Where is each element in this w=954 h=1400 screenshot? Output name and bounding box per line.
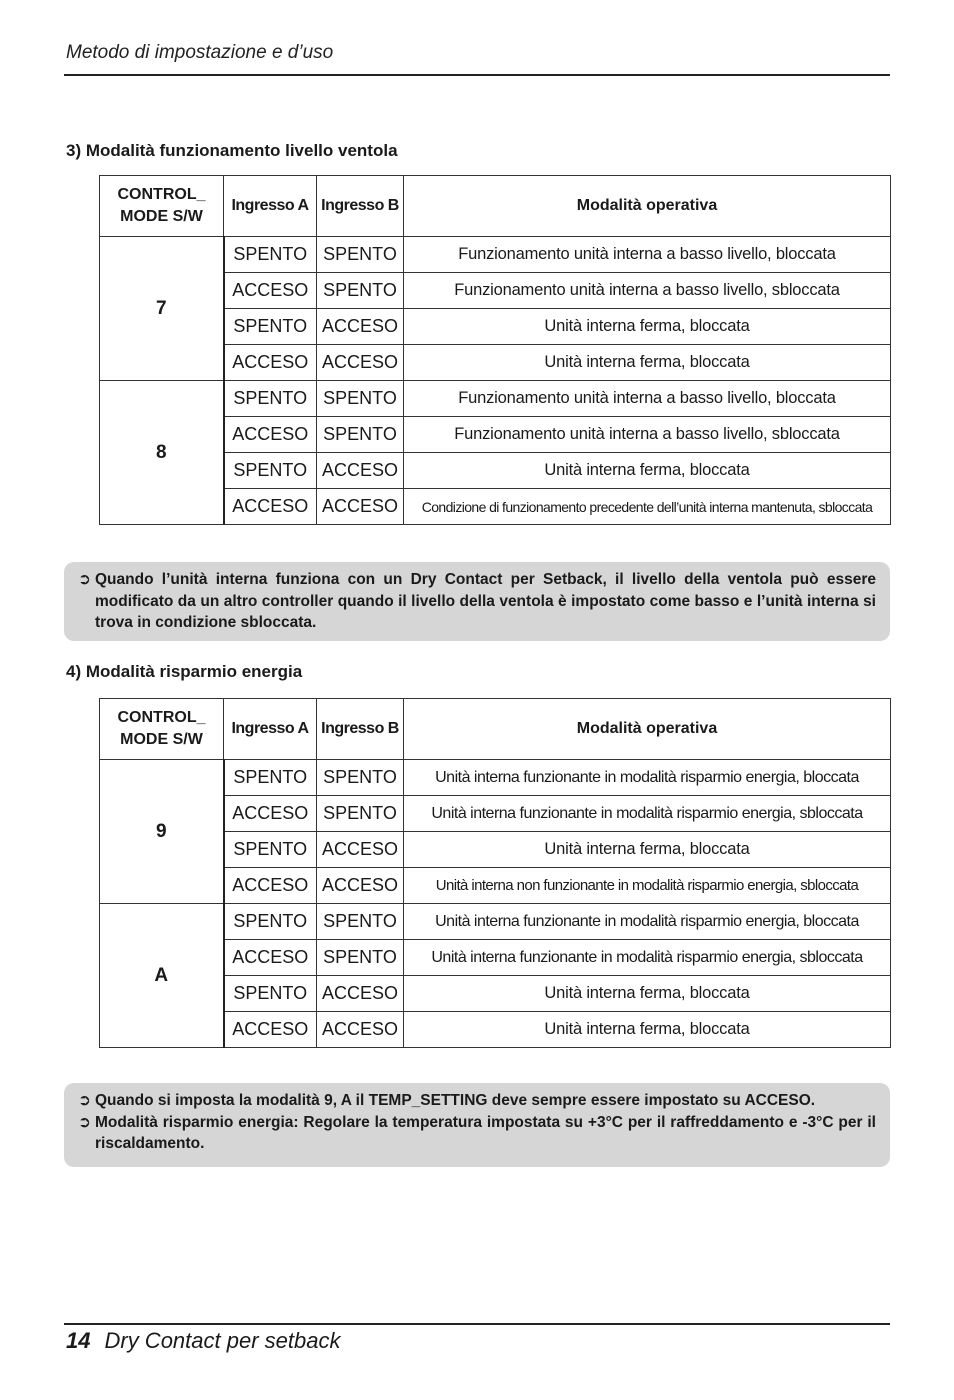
input-b-cell: ACCESO: [317, 309, 404, 345]
table-header-row: [100, 699, 891, 760]
input-a-cell: SPENTO: [224, 760, 317, 796]
note-line: [78, 1112, 876, 1155]
page-header-title: Metodo di impostazione e d’uso: [66, 42, 334, 63]
input-a-cell: ACCESO: [224, 417, 317, 453]
note-text: Quando si imposta la modalità 9, A il TEMP_SETTING deve sempre essere impostato su ACCESO.: [95, 1092, 816, 1109]
input-a-cell: SPENTO: [224, 832, 317, 868]
operating-mode-cell: Unità interna ferma, bloccata: [404, 976, 891, 1012]
operating-mode-cell: Funzionamento unità interna a basso livello, sbloccata: [404, 273, 891, 309]
mode-cell: 8: [100, 381, 224, 525]
input-b-cell: ACCESO: [317, 453, 404, 489]
table-header-row: [100, 176, 891, 237]
note-text: Modalità risparmio energia: Regolare la temperatura impostata su +3°C per il raffreddamento e -3°C per il riscaldamento.: [95, 1113, 876, 1152]
operating-mode-cell: Unità interna funzionante in modalità risparmio energia, bloccata: [404, 760, 891, 796]
table-row: [100, 381, 891, 417]
input-a-cell: ACCESO: [224, 940, 317, 976]
input-a-cell: SPENTO: [224, 904, 317, 940]
column-header-input-b: Ingresso B: [317, 176, 404, 237]
note-text: Quando l’unità interna funziona con un Dry Contact per Setback, il livello della ventola può essere modificato da un altro controller quando il livello della ventola è impostato come basso e l’unità interna si trova in condizione sbloccata.: [95, 571, 876, 631]
operating-mode-cell: Condizione di funzionamento precedente dell’unità interna mantenuta, sbloccata: [404, 489, 891, 525]
input-b-cell: SPENTO: [317, 760, 404, 796]
input-b-cell: SPENTO: [317, 940, 404, 976]
operating-mode-cell: Funzionamento unità interna a basso livello, bloccata: [404, 381, 891, 417]
mode-cell: 7: [100, 237, 224, 381]
input-b-cell: ACCESO: [317, 832, 404, 868]
input-a-cell: SPENTO: [224, 453, 317, 489]
input-a-cell: ACCESO: [224, 796, 317, 832]
section-3-title: 3) Modalità funzionamento livello ventola: [66, 141, 398, 160]
arrow-bullet-icon: ➲: [78, 571, 91, 588]
input-b-cell: ACCESO: [317, 1012, 404, 1048]
input-a-cell: SPENTO: [224, 309, 317, 345]
energy-saving-table: [99, 698, 891, 1048]
input-a-cell: ACCESO: [224, 489, 317, 525]
input-b-cell: SPENTO: [317, 237, 404, 273]
section-4-title: 4) Modalità risparmio energia: [66, 662, 303, 681]
column-header-control-mode: CONTROL_ MODE S/W: [100, 699, 224, 760]
input-b-cell: SPENTO: [317, 381, 404, 417]
input-a-cell: ACCESO: [224, 273, 317, 309]
page-number: 14: [66, 1328, 91, 1353]
operating-mode-cell: Unità interna ferma, bloccata: [404, 453, 891, 489]
input-a-cell: SPENTO: [224, 381, 317, 417]
operating-mode-cell: Unità interna ferma, bloccata: [404, 832, 891, 868]
arrow-bullet-icon: ➲: [78, 1092, 91, 1109]
note-line: [78, 569, 876, 634]
input-b-cell: ACCESO: [317, 976, 404, 1012]
arrow-bullet-icon: ➲: [78, 1113, 91, 1131]
operating-mode-cell: Funzionamento unità interna a basso livello, sbloccata: [404, 417, 891, 453]
column-header-operating-mode: Modalità operativa: [404, 176, 891, 237]
column-header-operating-mode: Modalità operativa: [404, 699, 891, 760]
mode-cell: A: [100, 904, 224, 1048]
footer-divider: [64, 1323, 890, 1325]
input-a-cell: SPENTO: [224, 976, 317, 1012]
input-a-cell: ACCESO: [224, 345, 317, 381]
column-header-input-a: Ingresso A: [224, 176, 317, 237]
table-row: [100, 237, 891, 273]
operating-mode-cell: Funzionamento unità interna a basso livello, bloccata: [404, 237, 891, 273]
input-b-cell: SPENTO: [317, 904, 404, 940]
input-b-cell: SPENTO: [317, 417, 404, 453]
fan-level-table: [99, 175, 891, 525]
operating-mode-cell: Unità interna ferma, bloccata: [404, 1012, 891, 1048]
input-b-cell: SPENTO: [317, 796, 404, 832]
note-line: [78, 1090, 876, 1112]
input-b-cell: SPENTO: [317, 273, 404, 309]
table-row: [100, 904, 891, 940]
operating-mode-cell: Unità interna funzionante in modalità risparmio energia, sbloccata: [404, 796, 891, 832]
input-b-cell: ACCESO: [317, 868, 404, 904]
input-b-cell: ACCESO: [317, 345, 404, 381]
mode-cell: 9: [100, 760, 224, 904]
operating-mode-cell: Unità interna funzionante in modalità risparmio energia, sbloccata: [404, 940, 891, 976]
operating-mode-cell: Unità interna ferma, bloccata: [404, 345, 891, 381]
operating-mode-cell: Unità interna funzionante in modalità risparmio energia, bloccata: [404, 904, 891, 940]
header-divider: [64, 74, 890, 76]
input-b-cell: ACCESO: [317, 489, 404, 525]
operating-mode-cell: Unità interna non funzionante in modalità risparmio energia, sbloccata: [404, 868, 891, 904]
input-a-cell: ACCESO: [224, 868, 317, 904]
footer-title: Dry Contact per setback: [104, 1328, 341, 1353]
operating-mode-cell: Unità interna ferma, bloccata: [404, 309, 891, 345]
table-row: [100, 760, 891, 796]
input-a-cell: ACCESO: [224, 1012, 317, 1048]
page-footer: [66, 1328, 340, 1354]
input-a-cell: SPENTO: [224, 237, 317, 273]
column-header-input-b: Ingresso B: [317, 699, 404, 760]
column-header-input-a: Ingresso A: [224, 699, 317, 760]
column-header-control-mode: CONTROL_ MODE S/W: [100, 176, 224, 237]
energy-saving-notes: [64, 1083, 890, 1167]
fan-level-note: [64, 562, 890, 641]
